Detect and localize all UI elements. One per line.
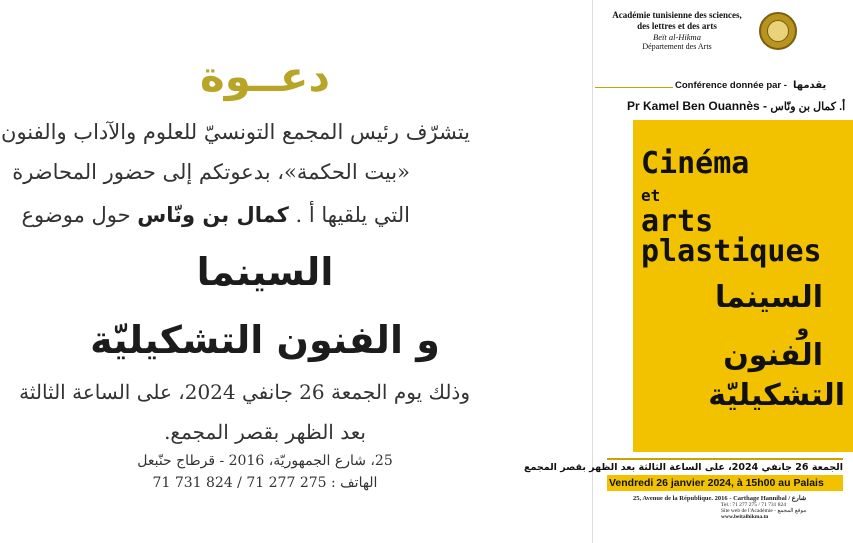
date-line-2: بعد الظهر بقصر المجمع.: [164, 420, 366, 444]
speaker-row: [627, 99, 845, 113]
poster-header: [607, 10, 747, 51]
footer-address: 25, Avenue de la République. 2016 - Carthage Hannibal / شارع: [633, 495, 807, 502]
divider: [607, 458, 843, 460]
title-ar-2: و: [796, 316, 809, 340]
invitation-line-2: «بيت الحكمة»، بدعوتكم إلى حضور المحاضرة: [12, 160, 410, 184]
title-fr-4: plastiques: [641, 234, 822, 269]
title-fr-1: Cinéma: [641, 146, 750, 181]
poster-title-block: [633, 120, 853, 452]
conf-label-ar: يقدمها: [793, 80, 827, 91]
topic-line-2: و الفنون التشكيليّة: [90, 318, 440, 362]
poster-footer: [633, 494, 843, 520]
conference-by-row: [593, 80, 843, 94]
conf-label: Conférence donnée par -: [675, 80, 787, 91]
footer-website: www.beitalhikma.tn: [721, 514, 769, 520]
address-line: 25، شارع الجمهوريّة، 2016 - قرطاج حنّبعل: [137, 453, 393, 469]
date-band: [524, 462, 843, 491]
org-line-1: Académie tunisienne des sciences,: [612, 10, 742, 20]
line3-prefix: التي يلقيها أ .: [288, 203, 410, 227]
title-ar-1: السينما: [715, 280, 823, 315]
band-fr: Vendredi 26 janvier 2024, à 15h00 au Palais: [607, 475, 843, 491]
speaker-fr: Pr Kamel Ben Ouannès -: [627, 99, 768, 113]
footer-phone: Tel.: 71 277 275 / 71 731 824: [721, 502, 787, 508]
title-ar-3: الفنون: [723, 338, 823, 373]
academy-seal-icon: [759, 12, 797, 50]
org-line-3: Beït al-Hikma: [653, 31, 701, 42]
phone-line: الهاتف : 275 277 71 / 824 731 71: [152, 475, 378, 491]
invitation-title: دعــوة: [199, 52, 331, 101]
speaker-name: كمال بن ونّاس: [137, 203, 289, 227]
org-line-2: des lettres et des arts: [637, 20, 717, 31]
title-fr-2: et: [641, 186, 661, 205]
event-poster: [524, 0, 846, 543]
invitation-line-1: يتشرّف رئيس المجمع التونسيّ للعلوم والآداب والفنون: [1, 120, 470, 144]
org-line-4: Département des Arts: [642, 41, 712, 51]
speaker-ar: أ. كمال بن ونّاس: [770, 101, 846, 113]
band-ar: الجمعة 26 جانفي 2024، على الساعة الثالثة بعد الظهر بقصر المجمع: [524, 462, 843, 473]
topic-line-1: السينما: [196, 250, 334, 294]
line3-suffix: حول موضوع: [21, 203, 138, 227]
title-fr-3: arts: [641, 204, 714, 239]
footer-site-label: Site web de l'Académie - موقع المجمع: [721, 508, 807, 514]
invitation-line-3: [22, 203, 410, 227]
title-ar-4: التشكيليّة: [708, 378, 845, 413]
date-line-1: وذلك يوم الجمعة 26 جانفي 2024، على الساعة الثالثة: [19, 380, 470, 404]
